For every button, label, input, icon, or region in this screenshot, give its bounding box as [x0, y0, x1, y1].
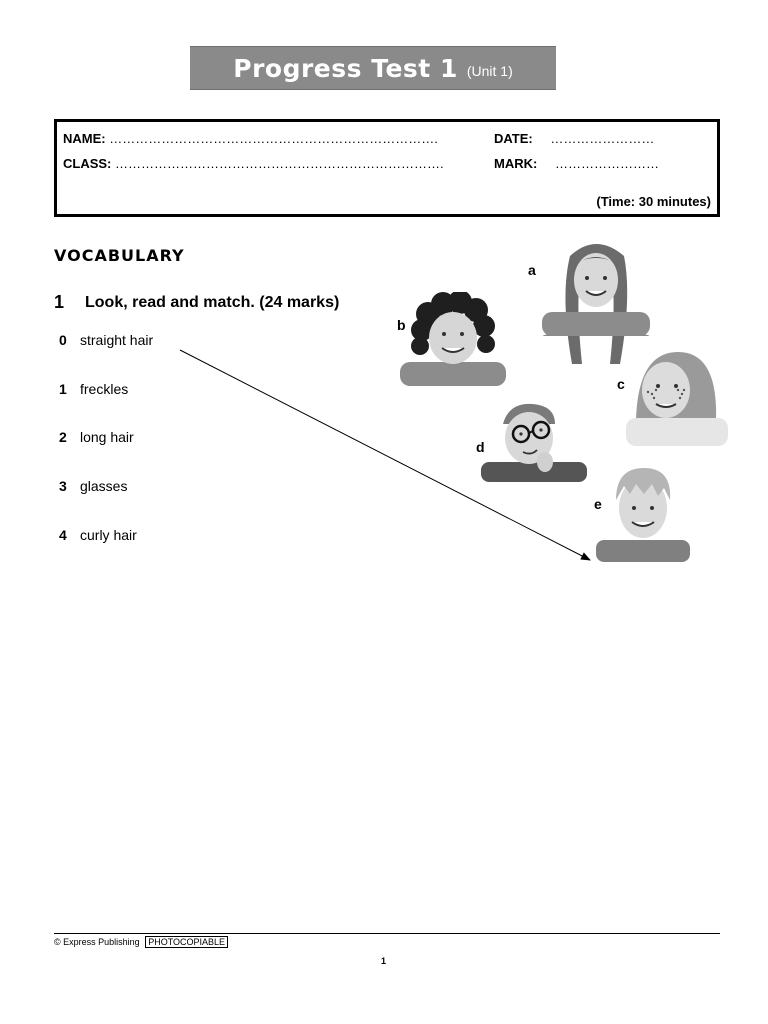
item-number: 1: [59, 381, 67, 397]
item-text: long hair: [80, 429, 134, 445]
exercise-instruction: Look, read and match. (24 marks): [85, 294, 340, 311]
date-blank: ……………………: [550, 131, 655, 146]
mark-label: MARK:: [494, 156, 538, 171]
picture-d-boy-glasses: [479, 400, 589, 482]
photocopiable-badge: PHOTOCOPIABLE: [145, 936, 228, 948]
item-text: glasses: [80, 478, 128, 494]
class-blank: ………………………………………………………………….: [115, 156, 444, 171]
name-blank: ………………………………………………………………….: [109, 131, 438, 146]
picture-label-a: a: [528, 262, 536, 278]
name-label: NAME:: [63, 131, 106, 146]
picture-b-boy-curly-hair: [398, 292, 508, 386]
page-number: 1: [381, 956, 387, 966]
item-number: 0: [59, 332, 67, 348]
time-note: (Time: 30 minutes): [596, 194, 711, 209]
picture-label-d: d: [476, 439, 485, 455]
item-number: 2: [59, 429, 67, 445]
picture-label-b: b: [397, 317, 406, 333]
picture-e-boy-straight-hair: [594, 464, 692, 562]
item-text: curly hair: [80, 527, 137, 543]
footer-divider: [54, 933, 720, 934]
picture-label-e: e: [594, 496, 602, 512]
page-title: Progress Test 1: [233, 53, 458, 83]
exercise-number: 1: [54, 292, 65, 312]
item-number: 4: [59, 527, 67, 543]
page-subtitle: (Unit 1): [466, 63, 513, 79]
footer-copyright: [54, 937, 228, 947]
picture-c-girl-freckles: [624, 346, 730, 446]
picture-label-c: c: [617, 376, 625, 392]
section-heading: VOCABULARY: [54, 246, 185, 265]
item-text: freckles: [80, 381, 129, 397]
date-label: DATE:: [494, 131, 533, 146]
mark-blank: ……………………: [554, 156, 659, 171]
item-text: straight hair: [80, 332, 154, 348]
class-label: CLASS:: [63, 156, 112, 171]
picture-a-girl-long-hair: [540, 236, 652, 364]
item-number: 3: [59, 478, 67, 494]
copyright-text: © Express Publishing: [54, 937, 140, 947]
